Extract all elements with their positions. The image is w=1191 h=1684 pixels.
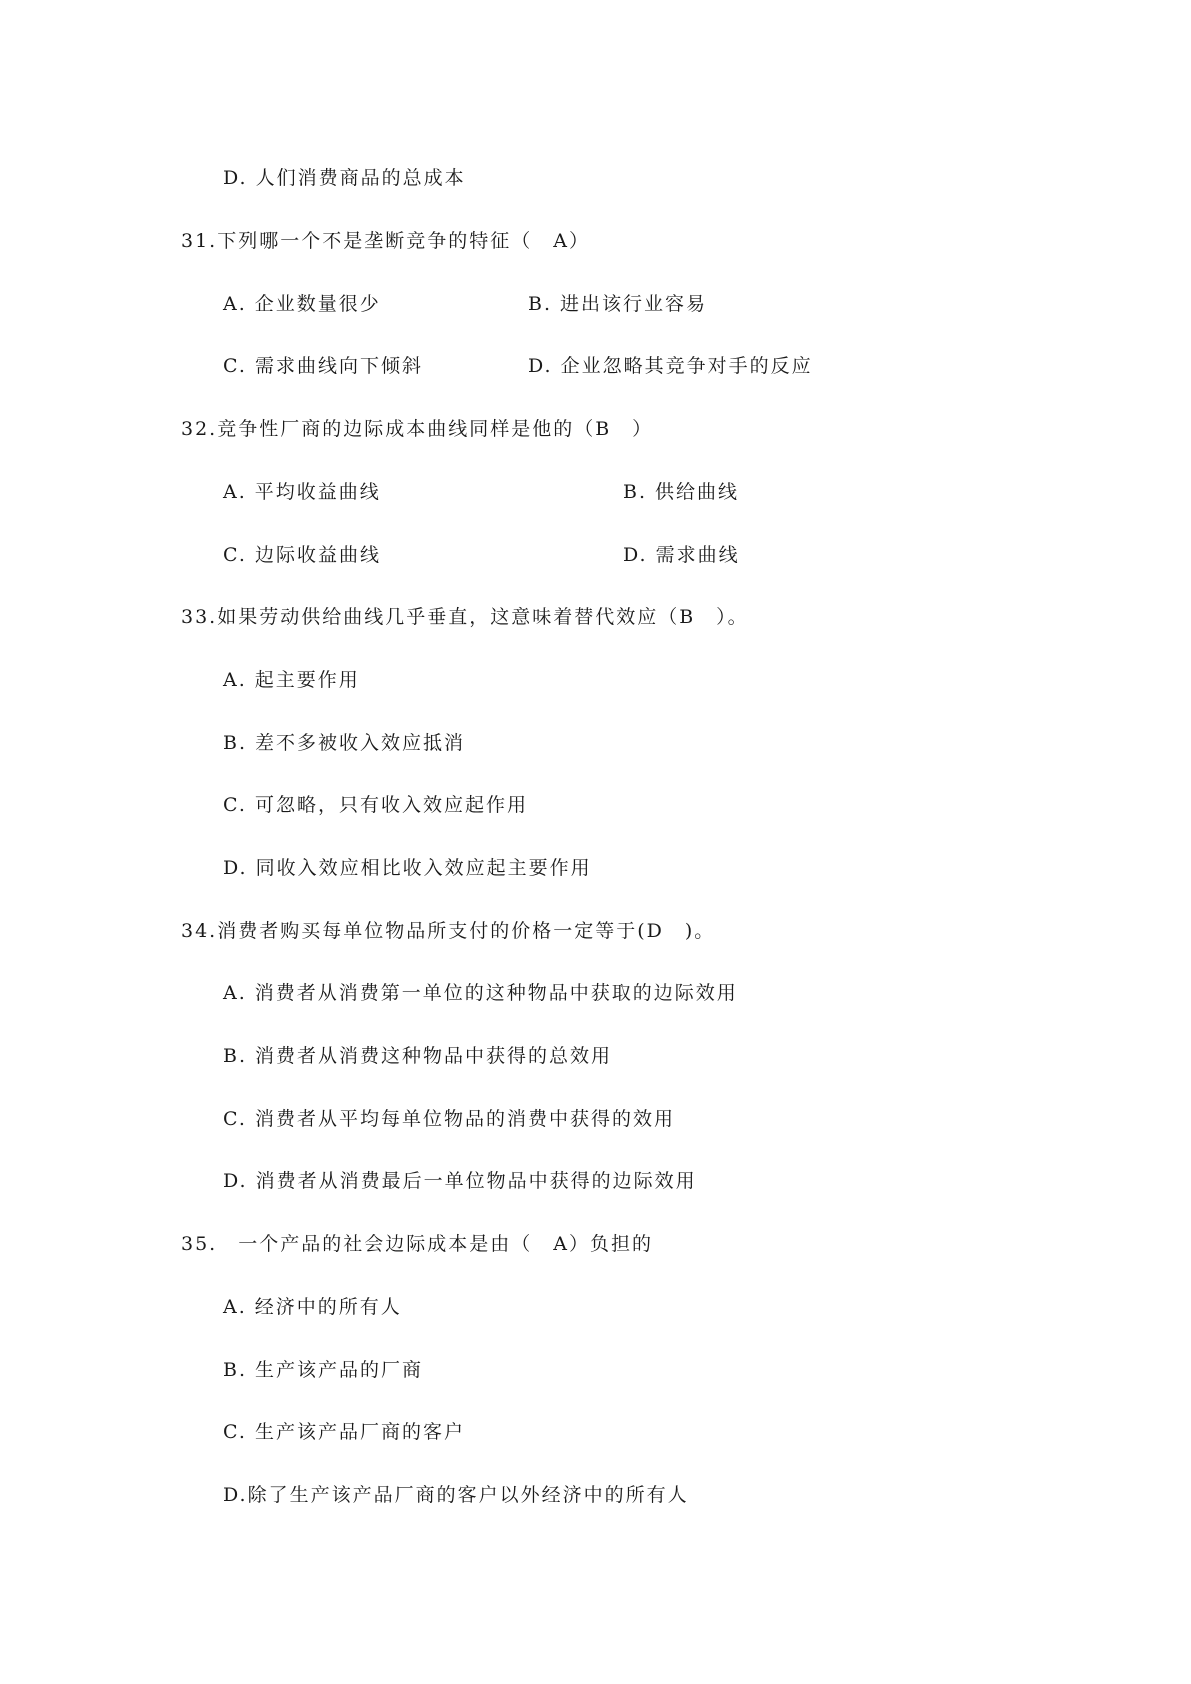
q31-option-d: D. 企业忽略其竞争对手的反应 [528, 355, 813, 377]
q32-option-a: A. 平均收益曲线 [223, 481, 381, 503]
q32-option-d: D. 需求曲线 [623, 544, 740, 566]
q35-option-b: B. 生产该产品的厂商 [223, 1359, 424, 1381]
q31-option-b: B. 进出该行业容易 [528, 293, 708, 315]
q34-option-a: A. 消费者从消费第一单位的这种物品中获取的边际效用 [223, 982, 738, 1004]
q31-option-a: A. 企业数量很少 [223, 293, 381, 315]
q34-option-b: B. 消费者从消费这种物品中获得的总效用 [223, 1045, 613, 1067]
question-32: 32.竞争性厂商的边际成本曲线同样是他的（B ） [181, 418, 654, 440]
q33-option-b: B. 差不多被收入效应抵消 [223, 732, 466, 754]
question-34: 34.消费者购买每单位物品所支付的价格一定等于(D )。 [181, 920, 716, 942]
q34-option-d: D. 消费者从消费最后一单位物品中获得的边际效用 [223, 1170, 697, 1192]
q35-option-d: D.除了生产该产品厂商的客户以外经济中的所有人 [223, 1484, 689, 1506]
q35-option-c: C. 生产该产品厂商的客户 [223, 1421, 465, 1443]
q33-option-a: A. 起主要作用 [223, 669, 360, 691]
q31-option-c: C. 需求曲线向下倾斜 [223, 355, 423, 377]
q30-option-d: D. 人们消费商品的总成本 [223, 167, 466, 189]
question-31: 31.下列哪一个不是垄断竞争的特征（ A） [181, 230, 590, 252]
q35-option-a: A. 经济中的所有人 [223, 1296, 402, 1318]
question-35: 35. 一个产品的社会边际成本是由（ A）负担的 [181, 1233, 653, 1255]
question-33: 33.如果劳动供给曲线几乎垂直，这意味着替代效应（B ）。 [181, 606, 749, 628]
q33-option-c: C. 可忽略，只有收入效应起作用 [223, 794, 528, 816]
q33-option-d: D. 同收入效应相比收入效应起主要作用 [223, 857, 592, 879]
q32-option-c: C. 边际收益曲线 [223, 544, 381, 566]
q32-option-b: B. 供给曲线 [623, 481, 740, 503]
q34-option-c: C. 消费者从平均每单位物品的消费中获得的效用 [223, 1108, 675, 1130]
